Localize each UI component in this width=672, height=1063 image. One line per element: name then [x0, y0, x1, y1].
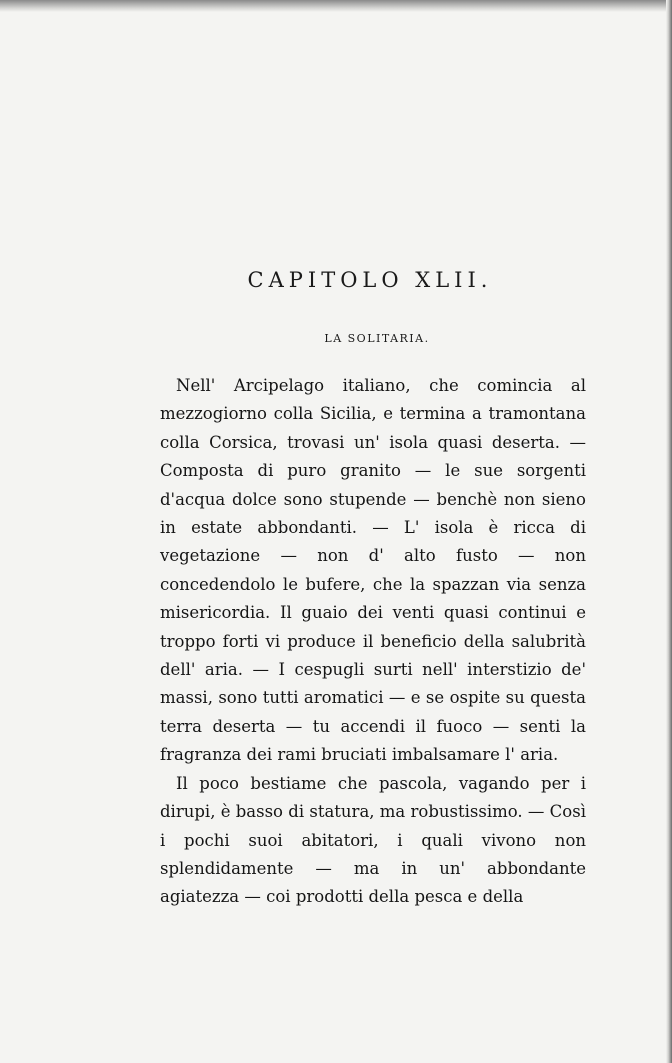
- page-top-edge: [0, 0, 672, 12]
- paragraph: Nell' Arcipelago italiano, che comincia al mezzogiorno colla Sicilia, e termina a tramontana colla Corsica, trovasi un' isola quasi deserta. — Composta di puro granito — le sue sorgenti d'acqua dolce sono stupende — benchè non sieno in estate abbondanti. — L' isola è ricca di vegetazione — non d' alto fusto — non concedendolo le bufere, che la spazzan via senza misericordia. Il guaio dei venti quasi continui e troppo forti vi produce il beneficio della salubrità dell' aria. — I cespugli surti nell' interstizio de' massi, sono tutti aromatici — e se ospite su questa terra deserta — tu accendi il fuoco — senti la fragranza dei rami bruciati imbalsamare l' aria.: [160, 376, 586, 765]
- chapter-body: [160, 372, 586, 912]
- chapter-subtitle: LA SOLITARIA.: [324, 332, 430, 345]
- page-right-edge: [666, 0, 672, 1063]
- chapter-title: CAPITOLO XLII.: [247, 268, 493, 292]
- paragraph: Il poco bestiame che pascola, vagando per i dirupi, è basso di statura, ma robustissimo. — Così i pochi suoi abitatori, i quali vivono non splendidamente — ma in un' abbondante agiatezza — coi prodotti della pesca e della: [160, 773, 586, 907]
